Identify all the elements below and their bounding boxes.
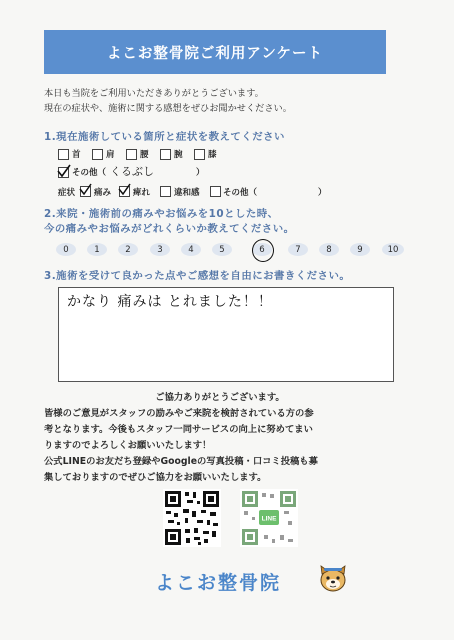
checkbox-arm[interactable]	[160, 149, 171, 160]
thanks-line-1: ご協力ありがとうございます。	[155, 392, 285, 403]
selected-circle-mark	[252, 239, 274, 262]
google-qr-code[interactable]	[163, 489, 221, 547]
question-2-line-1: 2.来院・施術前の痛みやお悩みを10とした時、	[44, 208, 279, 220]
other-symptom-close: ）	[318, 188, 327, 198]
intro-text	[44, 86, 292, 116]
thanks-message	[44, 390, 396, 486]
question-2-line-2: 今の痛みやお悩みがどれくらいか教えてください。	[44, 223, 295, 235]
line-qr-code[interactable]	[240, 489, 298, 547]
checkbox-pain-label: 痛み	[94, 188, 112, 198]
checkbox-arm-label: 腕	[174, 150, 183, 160]
thanks-line-2: 皆様のご意見がスタッフの励みやご来院を検討されている方の参	[44, 408, 314, 419]
line-badge-text: LINE	[261, 515, 277, 523]
scale-option-2[interactable]: 2	[118, 243, 138, 256]
checkbox-neck[interactable]	[58, 149, 69, 160]
thanks-line-6: 集しておりますのでぜひご協力をお願いいたします。	[44, 472, 267, 483]
checkbox-waist-label: 腰	[140, 150, 149, 160]
scale-option-8[interactable]: 8	[319, 243, 339, 256]
thanks-line-5: 公式LINEのお友だち登録やGoogleの写真投稿・口コミ投稿も募	[44, 456, 318, 467]
checkbox-discomfort-label: 違和感	[174, 188, 200, 198]
other-part-close: ）	[196, 168, 205, 178]
comment-handwritten: かなり 痛みは とれました！！	[67, 294, 273, 310]
question-1-title: 1.現在施術している箇所と症状を教えてください	[44, 131, 285, 143]
checkbox-neck-label: 首	[72, 150, 81, 160]
thanks-line-3: 考となります。今後もスタッフ一同サービスの向上に努めてまい	[44, 424, 313, 435]
symptom-prefix: 症状	[58, 188, 76, 198]
question-3-title: 3.施術を受けて良かった点やご感想を自由にお書きください。	[44, 270, 351, 282]
survey-title-banner	[44, 30, 386, 74]
other-part-label: その他（	[72, 168, 107, 178]
intro-line-1: 本日も当院をご利用いただきありがとうございます。	[44, 88, 264, 99]
dog-mascot-icon	[318, 565, 348, 593]
survey-title: よこお整骨院ご利用アンケート	[106, 45, 324, 62]
scale-option-10[interactable]: 10	[382, 243, 404, 256]
scale-option-0[interactable]: 0	[56, 243, 76, 256]
checkmark-icon	[78, 182, 93, 197]
checkmark-icon	[56, 163, 72, 179]
checkbox-discomfort[interactable]	[160, 186, 171, 197]
thanks-line-4: りますのでよろしくお願いいたします！	[44, 440, 212, 451]
scale-option-3[interactable]: 3	[150, 243, 170, 256]
checkbox-shoulder[interactable]	[92, 149, 103, 160]
question-2-title	[44, 207, 294, 237]
checkmark-icon	[117, 182, 132, 197]
comment-answer-box[interactable]	[58, 287, 394, 382]
checkbox-knee[interactable]	[194, 149, 205, 160]
checkbox-numbness-label: 痺れ	[133, 188, 151, 198]
checkbox-shoulder-label: 肩	[106, 150, 115, 160]
intro-line-2: 現在の症状や、施術に関する感想をぜひお聞かせください。	[44, 103, 292, 114]
scale-option-4[interactable]: 4	[181, 243, 201, 256]
clinic-logo-text: よこお整骨院	[155, 572, 282, 594]
checkbox-waist[interactable]	[126, 149, 137, 160]
checkbox-knee-label: 膝	[208, 150, 217, 160]
scale-option-7[interactable]: 7	[288, 243, 308, 256]
scale-option-9[interactable]: 9	[350, 243, 370, 256]
checkbox-other-symptom-label: その他（	[223, 188, 258, 198]
checkbox-other-symptom[interactable]	[210, 186, 221, 197]
other-part-handwritten: くるぶし	[110, 165, 154, 178]
scale-option-6[interactable]: 6	[252, 243, 272, 256]
scale-option-5[interactable]: 5	[212, 243, 232, 256]
scale-option-1[interactable]: 1	[87, 243, 107, 256]
